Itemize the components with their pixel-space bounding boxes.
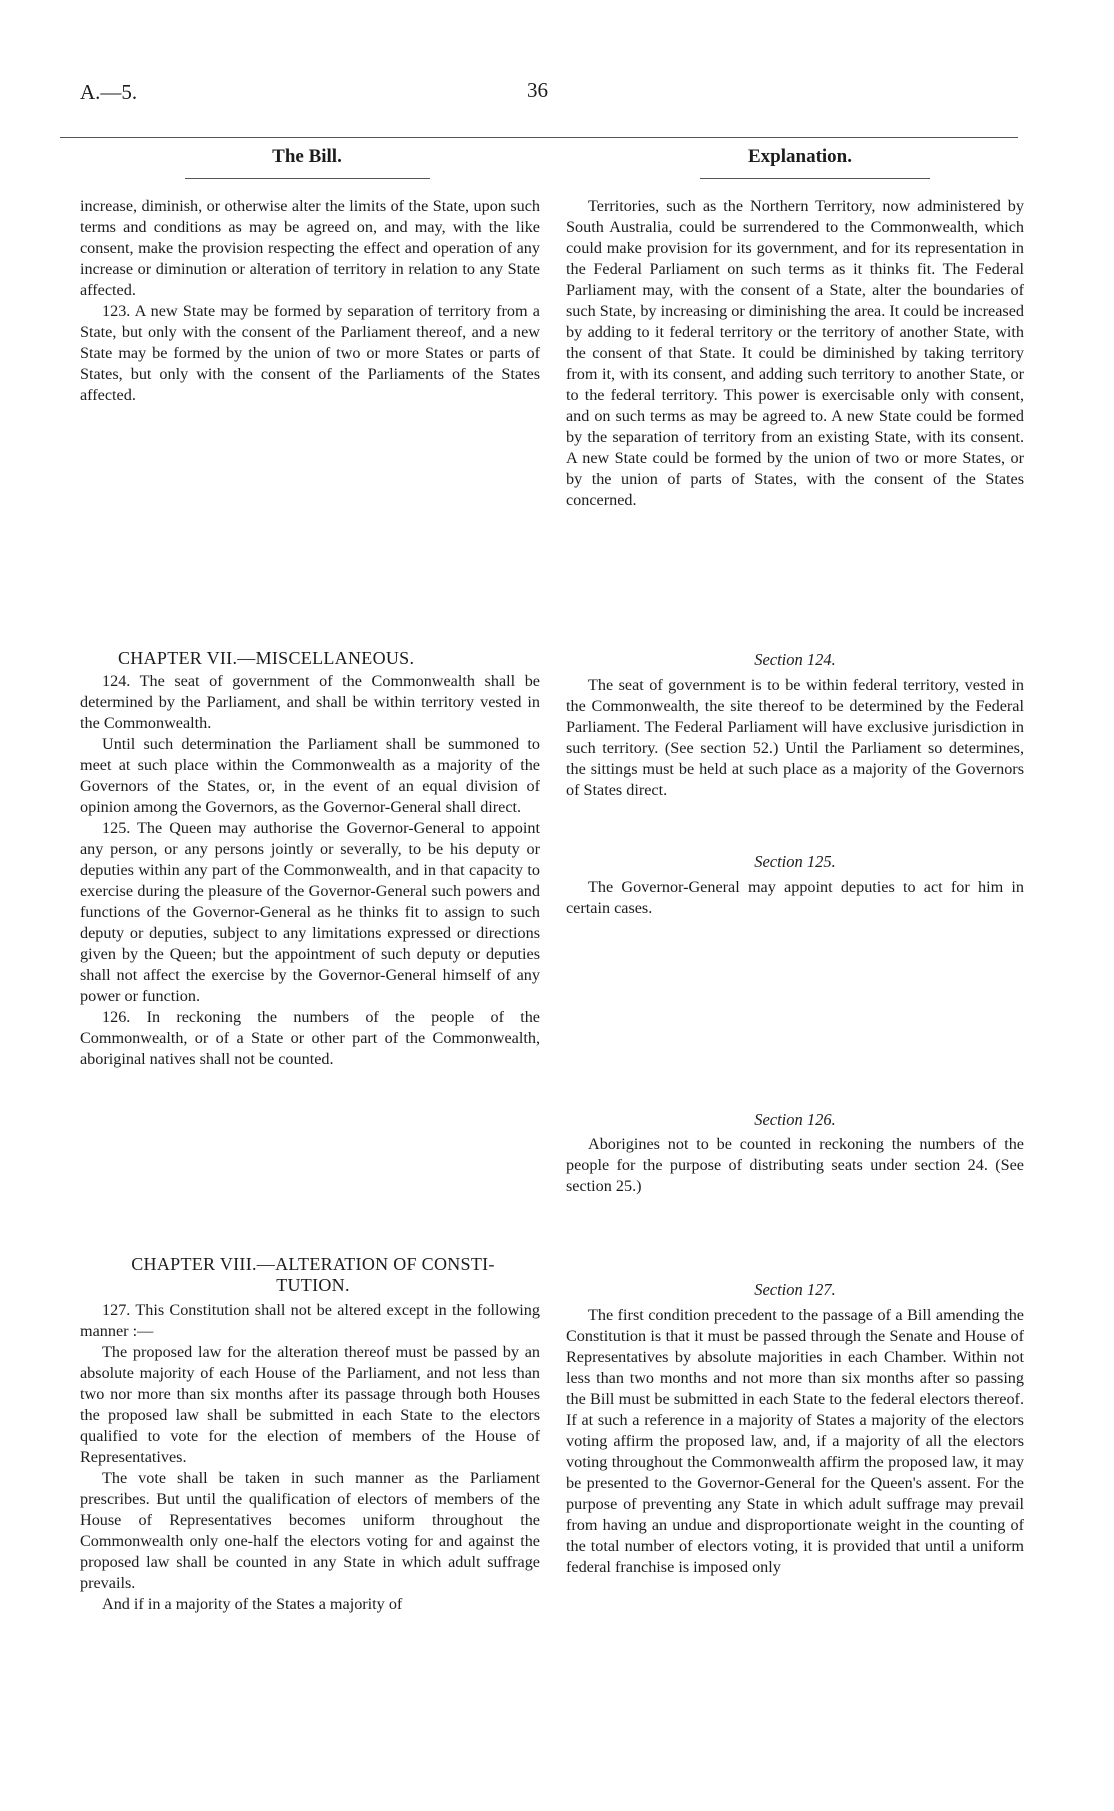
chapter-8-heading <box>80 1254 546 1296</box>
section-124-heading: Section 124. <box>754 650 836 669</box>
section-127-paragraph-1: 127. This Constitution shall not be altered except in the following manner :— <box>80 1301 540 1340</box>
section-123-text: 123. A new State may be formed by separation of territory from a State, but only with the consent of the Parliament thereof, and a new State may be formed by the union of two or more States or parts of States, but only with the consent of the Parliaments of the States affected. <box>80 302 540 404</box>
territories-explanation-text: Territories, such as the Northern Territory, now administered by South Australia, could be surrendered to the Commonwealth, which could make provision for its government, and for its representation in the Federal Parliament on such terms as it thinks fit. The Federal Parliament may, with the consent of a State, alter the boundaries of such State, by increasing or diminishing the area. It could be increased by adding to it federal territory or the territory of another State, with the consent of that State. It could be diminished by taking territory from it, with its consent, and adding such territory to another State, or to the federal territory. This power is exercisable only with consent, and on such terms as may be agreed to. A new State could be formed by the separation of territory from an existing State, with its consent. A new State could be formed by the union of two or more States, or by the union of parts of States, with the consent of the States concerned. <box>566 197 1024 509</box>
section-126-explanation-text: Aborigines not to be counted in reckoning the numbers of the people for the purpose of distributing seats under section 24. (See section 25.) <box>566 1135 1024 1195</box>
explanation-heading-rule <box>700 178 930 179</box>
explanation-column-heading: Explanation. <box>747 146 852 167</box>
bill-column-heading: The Bill. <box>272 146 342 167</box>
section-126-heading: Section 126. <box>754 1110 836 1129</box>
section-127-paragraph-3: The vote shall be taken in such manner as the Parliament prescribes. But until the qualification of electors of members of the House of Representatives becomes uniform throughout the Commonwealth only one-half the electors voting for and against the proposed law shall be counted in any State in which adult suffrage prevails. <box>80 1469 540 1592</box>
section-124-explanation <box>566 675 1024 801</box>
section-124-paragraph-1: 124. The seat of government of the Commonwealth shall be determined by the Parliament, and shall be within territory vested in the Commonwealth. <box>80 672 540 732</box>
bill-heading-rule <box>185 178 430 179</box>
section-126-text: 126. In reckoning the numbers of the people of the Commonwealth, or of a State or other part of the Commonwealth, aboriginal natives shall not be counted. <box>80 1008 540 1068</box>
bill-column-top <box>80 196 540 406</box>
territories-explanation <box>566 196 1024 511</box>
section-127-explanation <box>566 1305 1024 1578</box>
chapter-7-heading: CHAPTER VII.—MISCELLANEOUS. <box>118 648 415 668</box>
section-124-explanation-text: The seat of government is to be within federal territory, vested in the Commonwealth, the site thereof to be determined by the Federal Parliament. The Federal Parliament will have exclusive jurisdiction in such territory. (See section 52.) Until the Parliament so determines, the sittings must be held at such place as a majority of the Governors of States direct. <box>566 676 1024 799</box>
chapter-8-heading-line-1: CHAPTER VIII.—ALTERATION OF CONSTI- <box>131 1254 495 1274</box>
header-rule <box>60 137 1018 138</box>
section-125-explanation <box>566 877 1024 919</box>
section-125-explanation-text: The Governor-General may appoint deputies to act for him in certain cases. <box>566 878 1024 917</box>
page-number: 36 <box>527 78 548 102</box>
page-reference: A.—5. <box>80 80 138 104</box>
section-125-heading: Section 125. <box>754 852 836 871</box>
section-125-text: 125. The Queen may authorise the Governor-General to appoint any person, or any persons jointly or severally, to be his deputy or deputies within any part of the Commonwealth, and in that capacity to exercise during the pleasure of the Governor-General such powers and functions of the Governor-General as he thinks fit to assign to such deputy or deputies, subject to any limitations expressed or directions given by the Queen; but the appointment of such deputy or deputies shall not affect the exercise by the Governor-General himself of any power or function. <box>80 819 540 1005</box>
bill-column-bottom <box>80 1300 540 1615</box>
chapter-8-heading-line-2: TUTION. <box>276 1275 350 1295</box>
section-127-paragraph-2: The proposed law for the alteration thereof must be passed by an absolute majority of each House of the Parliament, and not less than two nor more than six months after its passage through both Houses the proposed law shall be submitted in each State to the electors qualified to vote for the election of members of the House of Representatives. <box>80 1343 540 1466</box>
section-126-explanation <box>566 1134 1024 1197</box>
bill-column-middle <box>80 671 540 1070</box>
section-127-paragraph-4: And if in a majority of the States a majority of <box>102 1595 403 1613</box>
section-127-explanation-text: The first condition precedent to the passage of a Bill amending the Constitution is that it must be passed through the Senate and House of Representatives by absolute majorities in each Chamber. Within not less than two months and not more than six months after so passing the Bill must be submitted in each State to the federal electors thereof. If at such a reference in a majority of States a majority of the electors voting affirm the proposed law, and, if a majority of all the electors voting throughout the Commonwealth affirm the proposed law, it may be presented to the Governor-General for the Queen's assent. For the purpose of preventing any State in which adult suffrage may prevail from having an undue and disproportionate weight in the counting of the total number of electors voting, it is provided that until a uniform federal franchise is imposed only <box>566 1306 1024 1576</box>
section-124-paragraph-2: Until such determination the Parliament shall be summoned to meet at such place within the Commonwealth as a majority of the Governors of the States, or, in the event of an equal division of opinion among the Governors, as the Governor-General shall direct. <box>80 735 540 816</box>
section-127-heading: Section 127. <box>754 1280 836 1299</box>
section-122-continuation: increase, diminish, or otherwise alter the limits of the State, upon such terms and conditions as may be agreed on, and may, with the like consent, make the provision respecting the effect and operation of any increase or diminution or alteration of territory in relation to any State affected. <box>80 197 540 299</box>
